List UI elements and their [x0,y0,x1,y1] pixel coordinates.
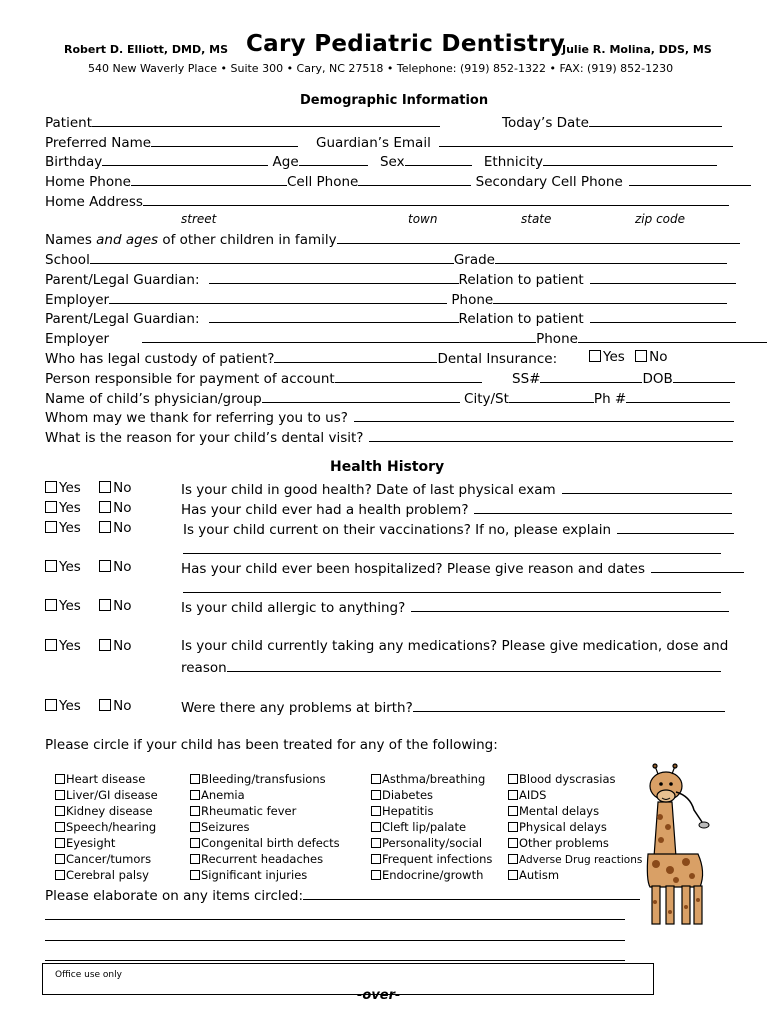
condition-label: Diabetes [382,788,434,802]
q6-no-checkbox[interactable] [99,639,111,651]
condition-label: Endocrine/growth [382,868,484,882]
condition-label: Bleeding/transfusions [201,772,326,786]
q3-yes-label: Yes [59,520,81,536]
parent1-field[interactable] [209,270,459,284]
q3-no-label: No [113,520,132,536]
reason-field[interactable] [369,428,733,442]
q4-text: Has your child ever been hospitalized? Please give reason and dates [181,561,646,577]
school-field[interactable] [90,250,454,264]
q4-field[interactable] [651,559,744,573]
elaborate-label: Please elaborate on any items circled: [45,888,304,904]
condition-label: Seizures [201,820,250,834]
parent1-label: Parent/Legal Guardian: [45,272,200,288]
office-use-box[interactable] [42,963,654,995]
phone1-field[interactable] [493,290,727,304]
condition-checkbox[interactable] [508,822,518,832]
condition-label: Cancer/tumors [66,852,152,866]
condition-item[interactable] [190,851,340,867]
custody-field[interactable] [274,349,437,363]
q6-reason-label: reason [181,660,227,676]
condition-checkbox[interactable] [371,774,381,784]
circle-prompt: Please circle if your child has been treated for any of the following: [45,737,498,753]
condition-item[interactable] [371,819,492,835]
condition-item[interactable] [190,803,340,819]
q3-yes-checkbox[interactable] [45,521,57,533]
q7-yes-checkbox[interactable] [45,699,57,711]
q1-no-checkbox[interactable] [99,481,111,493]
condition-item[interactable] [371,867,492,883]
condition-label: Speech/hearing [66,820,157,834]
city-st-field[interactable] [509,389,594,403]
condition-label: Cleft lip/palate [382,820,467,834]
condition-label: Kidney disease [66,804,153,818]
condition-checkbox[interactable] [55,870,65,880]
parent2-label: Parent/Legal Guardian: [45,311,200,327]
age-label: Age [272,154,299,170]
insurance-yes-label: Yes [603,349,625,365]
condition-label: Significant injuries [201,868,308,882]
condition-item[interactable] [190,867,340,883]
grade-label: Grade [453,252,495,268]
sex-field[interactable] [405,152,472,166]
q5-no-checkbox[interactable] [99,599,111,611]
condition-label: Heart disease [66,772,146,786]
q4-no-checkbox[interactable] [99,560,111,572]
patient-label: Patient [45,115,93,131]
condition-item[interactable] [508,803,642,819]
condition-checkbox[interactable] [55,854,65,864]
preferred-name-label: Preferred Name [45,135,152,151]
condition-item[interactable] [508,771,642,787]
condition-checkbox[interactable] [55,774,65,784]
condition-item[interactable] [55,771,158,787]
condition-item[interactable] [508,867,642,883]
q1-field[interactable] [562,480,732,494]
q6-yes-label: Yes [59,638,81,654]
q4-extra-line[interactable] [183,592,721,593]
elaborate-line-3[interactable] [45,940,625,941]
q1-text: Is your child in good health? Date of last physical exam [181,482,556,498]
preferred-name-field[interactable] [151,133,298,147]
condition-item[interactable] [508,851,642,867]
phone2-label: Phone [536,331,578,347]
giraffe-illustration [640,762,720,927]
phone2-field[interactable] [578,329,767,343]
todays-date-label: Today’s Date [502,115,589,131]
condition-checkbox[interactable] [371,806,381,816]
condition-item[interactable] [55,819,158,835]
q3-no-checkbox[interactable] [99,521,111,533]
condition-label: Asthma/breathing [382,772,486,786]
condition-item[interactable] [508,819,642,835]
q7-no-checkbox[interactable] [99,699,111,711]
condition-label: Mental delays [519,804,600,818]
condition-checkbox[interactable] [55,790,65,800]
school-label: School [45,252,90,268]
condition-label: Frequent infections [382,852,493,866]
q5-yes-checkbox[interactable] [45,599,57,611]
condition-label: Blood dyscrasias [519,772,616,786]
q5-no-label: No [113,598,132,614]
condition-item[interactable] [371,851,492,867]
condition-label: Autism [519,868,560,882]
condition-label: Rheumatic fever [201,804,297,818]
condition-label: Eyesight [66,836,116,850]
referral-field[interactable] [354,408,734,422]
q3-text: Is your child current on their vaccinations? If no, please explain [183,522,612,538]
guardian-email-label: Guardian’s Email [316,135,431,151]
practice-address: 540 New Waverly Place • Suite 300 • Cary, NC 27518 • Telephone: (919) 852-1322 • FAX: (919) 852-1230 [88,62,674,75]
insurance-no-checkbox[interactable] [635,350,647,362]
grade-field[interactable] [495,250,727,264]
condition-checkbox[interactable] [508,838,518,848]
q2-no-label: No [113,500,132,516]
address-street-hint: street [181,212,217,226]
q6-no-label: No [113,638,132,654]
condition-checkbox[interactable] [508,806,518,816]
q7-field[interactable] [413,698,725,712]
demographic-heading: Demographic Information [300,93,489,108]
condition-item[interactable] [55,803,158,819]
condition-checkbox[interactable] [190,854,200,864]
q6-text: Is your child currently taking any medications? Please give medication, dose and [181,638,729,654]
q5-field[interactable] [411,598,729,612]
q2-yes-checkbox[interactable] [45,501,57,513]
relation1-label: Relation to patient [458,272,584,288]
condition-item[interactable] [190,835,340,851]
condition-item[interactable] [508,835,642,851]
condition-label: Adverse Drug reactions [519,854,643,866]
names-label-suffix: of other children in family [158,232,337,248]
responsible-field[interactable] [335,369,482,383]
condition-label: Personality/social [382,836,483,850]
dob-field[interactable] [673,369,735,383]
q2-text: Has your child ever had a health problem? [181,502,469,518]
birthday-label: Birthday [45,154,103,170]
office-use-label: Office use only [55,970,122,980]
guardian-email-field[interactable] [439,133,733,147]
condition-checkbox[interactable] [190,790,200,800]
condition-checkbox[interactable] [190,774,200,784]
condition-label: Hepatitis [382,804,434,818]
address-town-hint: town [408,212,438,226]
condition-checkbox[interactable] [190,838,200,848]
ss-label: SS# [512,371,541,387]
condition-item[interactable] [190,787,340,803]
condition-checkbox[interactable] [508,870,518,880]
q7-no-label: No [113,698,132,714]
reason-label: What is the reason for your child’s dental visit? [45,430,364,446]
address-zip-hint: zip code [635,212,686,226]
physician-field[interactable] [262,389,460,403]
condition-item[interactable] [55,835,158,851]
condition-label: AIDS [519,788,547,802]
condition-label: Other problems [519,836,609,850]
custody-label: Who has legal custody of patient? [45,351,275,367]
dental-insurance-label: Dental Insurance: [437,351,558,367]
q6-field[interactable] [227,658,721,672]
q4-yes-label: Yes [59,559,81,575]
condition-item[interactable] [371,835,492,851]
condition-checkbox[interactable] [371,854,381,864]
condition-label: Anemia [201,788,245,802]
ethnicity-field[interactable] [543,152,717,166]
q5-text: Is your child allergic to anything? [181,600,406,616]
physician-label: Name of child’s physician/group [45,391,262,407]
q2-yes-label: Yes [59,500,81,516]
condition-item[interactable] [371,771,492,787]
employer1-label: Employer [45,292,110,308]
q7-yes-label: Yes [59,698,81,714]
q4-no-label: No [113,559,132,575]
cell-phone-field[interactable] [358,172,471,186]
employer2-field[interactable] [142,329,536,343]
condition-checkbox[interactable] [371,870,381,880]
q7-text: Were there any problems at birth? [181,700,413,716]
dob-label: DOB [642,371,673,387]
relation2-field[interactable] [590,309,736,323]
left-doctor-name: Robert D. Elliott, DMD, MS [64,43,229,56]
condition-item[interactable] [55,787,158,803]
condition-checkbox[interactable] [55,806,65,816]
q2-field[interactable] [474,500,732,514]
conditions-column-3 [371,771,492,883]
home-address-field[interactable] [143,192,729,206]
condition-checkbox[interactable] [55,822,65,832]
condition-checkbox[interactable] [190,870,200,880]
q3-extra-line[interactable] [183,553,721,554]
condition-label: Liver/GI disease [66,788,158,802]
condition-label: Congenital birth defects [201,836,340,850]
employer1-field[interactable] [109,290,447,304]
elaborate-line-2[interactable] [45,919,625,920]
relation2-label: Relation to patient [458,311,584,327]
condition-item[interactable] [371,787,492,803]
condition-item[interactable] [190,771,340,787]
insurance-yes-checkbox[interactable] [589,350,601,362]
secondary-cell-label: Secondary Cell Phone [475,174,623,190]
employer2-label: Employer [45,331,110,347]
condition-checkbox[interactable] [508,854,518,864]
condition-checkbox[interactable] [508,790,518,800]
relation1-field[interactable] [590,270,736,284]
phone1-label: Phone [451,292,494,308]
city-st-label: City/St [464,391,509,407]
q1-no-label: No [113,480,132,496]
condition-item[interactable] [55,867,158,883]
secondary-cell-field[interactable] [629,172,751,186]
health-heading: Health History [330,459,445,475]
referral-label: Whom may we thank for referring you to us? [45,410,348,426]
conditions-column-4 [508,771,642,883]
patient-field[interactable] [92,113,440,127]
ethnicity-label: Ethnicity [483,154,544,170]
elaborate-line-4[interactable] [45,960,625,961]
condition-label: Recurrent headaches [201,852,324,866]
ph-label: Ph # [593,391,627,407]
other-children-field[interactable] [337,230,740,244]
todays-date-field[interactable] [589,113,722,127]
home-phone-label: Home Phone [45,174,131,190]
conditions-column-2 [190,771,340,883]
condition-item[interactable] [190,819,340,835]
q1-yes-checkbox[interactable] [45,481,57,493]
over-label: -over- [357,988,401,1003]
condition-item[interactable] [55,851,158,867]
names-label-italic: and ages [96,232,159,248]
condition-checkbox[interactable] [508,774,518,784]
insurance-no-label: No [649,349,668,365]
q3-field[interactable] [617,520,734,534]
q6-yes-checkbox[interactable] [45,639,57,651]
parent2-field[interactable] [209,309,459,323]
ss-field[interactable] [540,369,642,383]
condition-checkbox[interactable] [55,838,65,848]
sex-label: Sex [379,154,405,170]
condition-label: Physical delays [519,820,607,834]
names-label: Names [45,232,97,248]
ph-field[interactable] [626,389,730,403]
q2-no-checkbox[interactable] [99,501,111,513]
home-address-label: Home Address [45,194,143,210]
home-phone-field[interactable] [131,172,287,186]
age-field[interactable] [299,152,368,166]
condition-item[interactable] [508,787,642,803]
elaborate-field[interactable] [303,886,640,900]
condition-checkbox[interactable] [371,822,381,832]
address-state-hint: state [521,212,552,226]
q5-yes-label: Yes [59,598,81,614]
condition-checkbox[interactable] [190,822,200,832]
q4-yes-checkbox[interactable] [45,560,57,572]
right-doctor-name: Julie R. Molina, DDS, MS [562,43,712,56]
condition-checkbox[interactable] [371,790,381,800]
q1-yes-label: Yes [59,480,81,496]
birthday-field[interactable] [102,152,268,166]
practice-title: Cary Pediatric Dentistry [246,31,566,57]
conditions-column-1 [55,771,158,883]
cell-phone-label: Cell Phone [286,174,359,190]
condition-checkbox[interactable] [190,806,200,816]
responsible-label: Person responsible for payment of account [45,371,335,387]
condition-item[interactable] [371,803,492,819]
condition-checkbox[interactable] [371,838,381,848]
condition-label: Cerebral palsy [66,868,149,882]
